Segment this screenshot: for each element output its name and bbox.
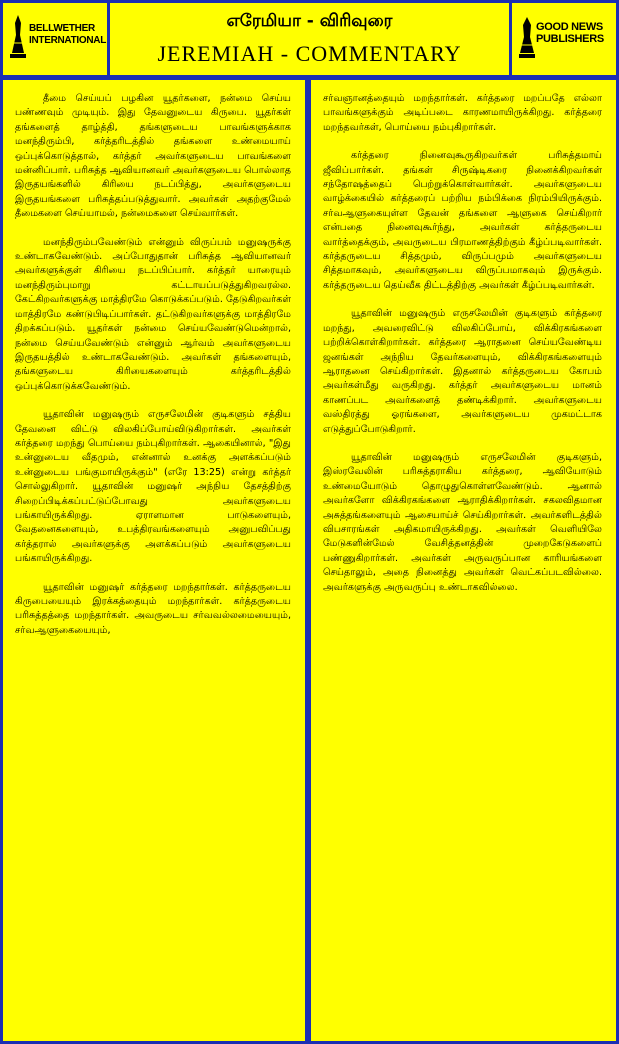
bellwether-icon: [9, 13, 27, 61]
left-column-text: [3, 92, 305, 652]
good-news-icon: [518, 13, 536, 61]
left-column: [3, 80, 305, 1041]
paragraph: யூதாவின் மனுஷர் கர்த்தரை மறந்தார்கள். கர்த்தருடைய கிருபையையும் இரக்கத்தையும் மறந்தார்கள். கர்த்தருடைய பரிசுத்தத்தை மறந்தார்கள். அவருடைய சர்வவல்லமையையும், சர்வஆளுகையையும்,: [15, 581, 291, 636]
good-news-logo: [518, 13, 610, 65]
paragraph: கர்த்தரை நினைவுகூருகிறவர்கள் பரிசுத்தமாய் ஜீவிப்பார்கள். தங்கள் சிருஷ்டிகரை நினைக்கிறவர்கள் சந்தோஷத்தைப் பெற்றுக்கொள்வார்கள். அவர்களுடைய வாழ்க்கையில் கர்த்தரைப் பற்றிய நம்பிக்கை நிரம்பியிருக்கும். சர்வஆளுகையுள்ள தேவன் தங்களை ஆளுகை செய்கிறார் என்பதை நினைவுகூர்ந்து, அவர்கள் கர்த்தருடைய வார்த்தைக்கும், அவருடைய பிரமாணத்திற்கும் கீழ்ப்படிவார்கள். கர்த்தருடைய சித்தமும், விருப்பமும் அவர்களுடைய சித்தமாகவும், அவர்களுடைய விருப்பமாகவும் இருக்கும். கர்த்தருடைய தெய்வீக திட்டத்திற்கு அவர்கள் கீழ்ப்படிவார்கள்.: [323, 150, 602, 291]
header-right-logo-box: [512, 3, 616, 75]
left-logo-line1: BELLWETHER: [29, 23, 95, 34]
header-title-box: [110, 3, 509, 75]
paragraph: தீமை செய்யப் பழகின யூதர்களை, நன்மை செய்ய பண்ணவும் முடியும். இது தேவனுடைய கிருபை. யூதர்கள் தங்களைத் தாழ்த்தி, தங்களுடைய பாவங்களுக்காக மனந்திரும்பி, கர்த்தரிடத்தில் தங்களை உண்மையாய் ஒப்புக்கொடுத்தால், கர்த்தர் அவர்களுடைய பாவங்களை மன்னிப்பார். பரிசுத்த ஆவியானவர் அவர்களுடைய பொல்லாத இருதயங்களில் கிரியை நடப்பித்து, அவர்களுடைய இருதயங்களை பரிசுத்தப்படுத்துவார். அவர்கள் அதற்குமேல் தீமைகளை செய்யாமல், நன்மைகளை செய்வார்கள்.: [15, 93, 291, 220]
right-column: [311, 80, 616, 1041]
paragraph: சர்வஞானத்தையும் மறந்தார்கள். கர்த்தரை மறப்பதே எல்லா பாவங்களுக்கும் அடிப்படை காரணமாயிருக்கிறது. கர்த்தரை மறந்தவர்கள், பொய்யை நம்புகிறார்கள்.: [323, 93, 602, 133]
paragraph: யூதாவின் மனுஷரும் எருசலேமின் குடிகளும் கர்த்தரை மறந்து, அவரைவிட்டு விலகிப்போய், விக்கிரகங்களை பற்றிக்கொள்கிறார்கள். கர்த்தரை ஆராதனை செய்யவேண்டிய ஜனங்கள் அந்நிய தேவர்களையும், விக்கிரகங்களையும் ஆராதனை செய்கிறார்கள். இதனால் கர்த்தருடைய கோபம் அவர்கள்மீது வருகிறது. கர்த்தர் அவர்களுடைய மானம் காணப்பட அவர்களைத் தண்டிக்கிறார். அவர்களுடைய வஸ்திரத்து ஓரங்களை, அவர்களுடைய முகமட்டாக எடுத்துப்போடுகிறார்.: [323, 308, 602, 435]
right-logo-line1: GOOD NEWS: [536, 21, 603, 33]
paragraph: யூதாவின் மனுஷரும் எருசலேமின் குடிகளும் சத்திய தேவனை விட்டு விலகிப்போய்விடுகிறார்கள். அவர்கள் கர்த்தரை மறந்து பொய்யை நம்புகிறார்கள். ஆகையினால், "இது உன்னுடைய வீதமும், என்னால் உனக்கு அளக்கப்படும் உன்னுடைய பங்குமாயிருக்கும்" (எரே 13:25) என்று கர்த்தர் சொல்லுகிறார். யூதாவின் மனுஷர் அந்நிய தேசத்திற்கு சிறைப்பிடிக்கப்பட்டுப்போவது அவர்களுடைய பங்காயிருக்கிறது. ஏராளமான பாடுகளையும், வேதனைகளையும், உபத்திரவங்களையும் அனுபவிப்பது கர்த்தரால் அவர்களுக்கு அளக்கப்படும் அவர்களுடைய பங்காயிருக்கிறது.: [15, 409, 291, 565]
page-title-tamil: எரேமியா - விரிவுரை: [226, 11, 393, 31]
paragraph: மனந்திரும்பவேண்டும் என்னும் விருப்பம் மனுஷருக்கு உண்டாகவேண்டும். அப்போதுதான் பரிசுத்த ஆவியானவர் அவர்களுக்குள் கிரியை நடப்பிப்பார். கர்த்தர் யாரையும் மனந்திரும்புமாறு கட்டாயப்படுத்துகிறவரல்ல. கேட்கிறவர்களுக்கு மாத்திரமே கொடுக்கப்படும். தேடுகிறவர்கள் மாத்திரமே கண்டுபிடிப்பார்கள். தட்டுகிறவர்களுக்கு மாத்திரமே திறக்கப்படும். யூதர்கள் நன்மை செய்யவேண்டுமென்றால், நன்மை செய்யவேண்டும் என்னும் ஆர்வம் அவர்களுடைய இருதயத்தில் உண்டாகவேண்டும். அவர்கள் தங்களையும், தங்களுடைய கிரியைகளையும் கர்த்தரிடத்தில் ஒப்புக்கொடுக்கவேண்டும்.: [15, 236, 291, 392]
left-logo-line2: INTERNATIONAL: [29, 35, 107, 46]
page-title-english: JEREMIAH - COMMENTARY: [157, 41, 462, 66]
right-logo-line2: PUBLISHERS: [536, 33, 604, 45]
header-left-logo-box: [3, 3, 107, 75]
paragraph: யூதாவின் மனுஷரும் எருசலேமின் குடிகளும், இஸ்ரவேலின் பரிசுத்தராகிய கர்த்தரை, ஆவியோடும் உண்மையோடும் தொழுதுகொள்ளவேண்டும். ஆனால் அவர்களோ விக்கிரகங்களை ஆராதிக்கிறார்கள். சகலவிதமான அசுத்தங்களையும் ஆசையாய்ச் செய்கிறார்கள். அவர்களிடத்தில் விபசாரங்கள் அதிகமாயிருக்கிறது. அவர்கள் வெளியிலே மேடுகளின்மேல் வேசித்தனத்தின் முறைகேடுகளைப் பண்ணுகிறார்கள். அவர்கள் அருவருப்பான காரியங்களை செய்தாலும், அதை நினைத்து அவர்கள் வெட்கப்படவில்லை. அவர்களுக்கு அருவருப்பு உண்டாகவில்லை.: [323, 451, 602, 593]
bellwether-logo: [9, 13, 107, 65]
right-column-text: [311, 92, 616, 609]
